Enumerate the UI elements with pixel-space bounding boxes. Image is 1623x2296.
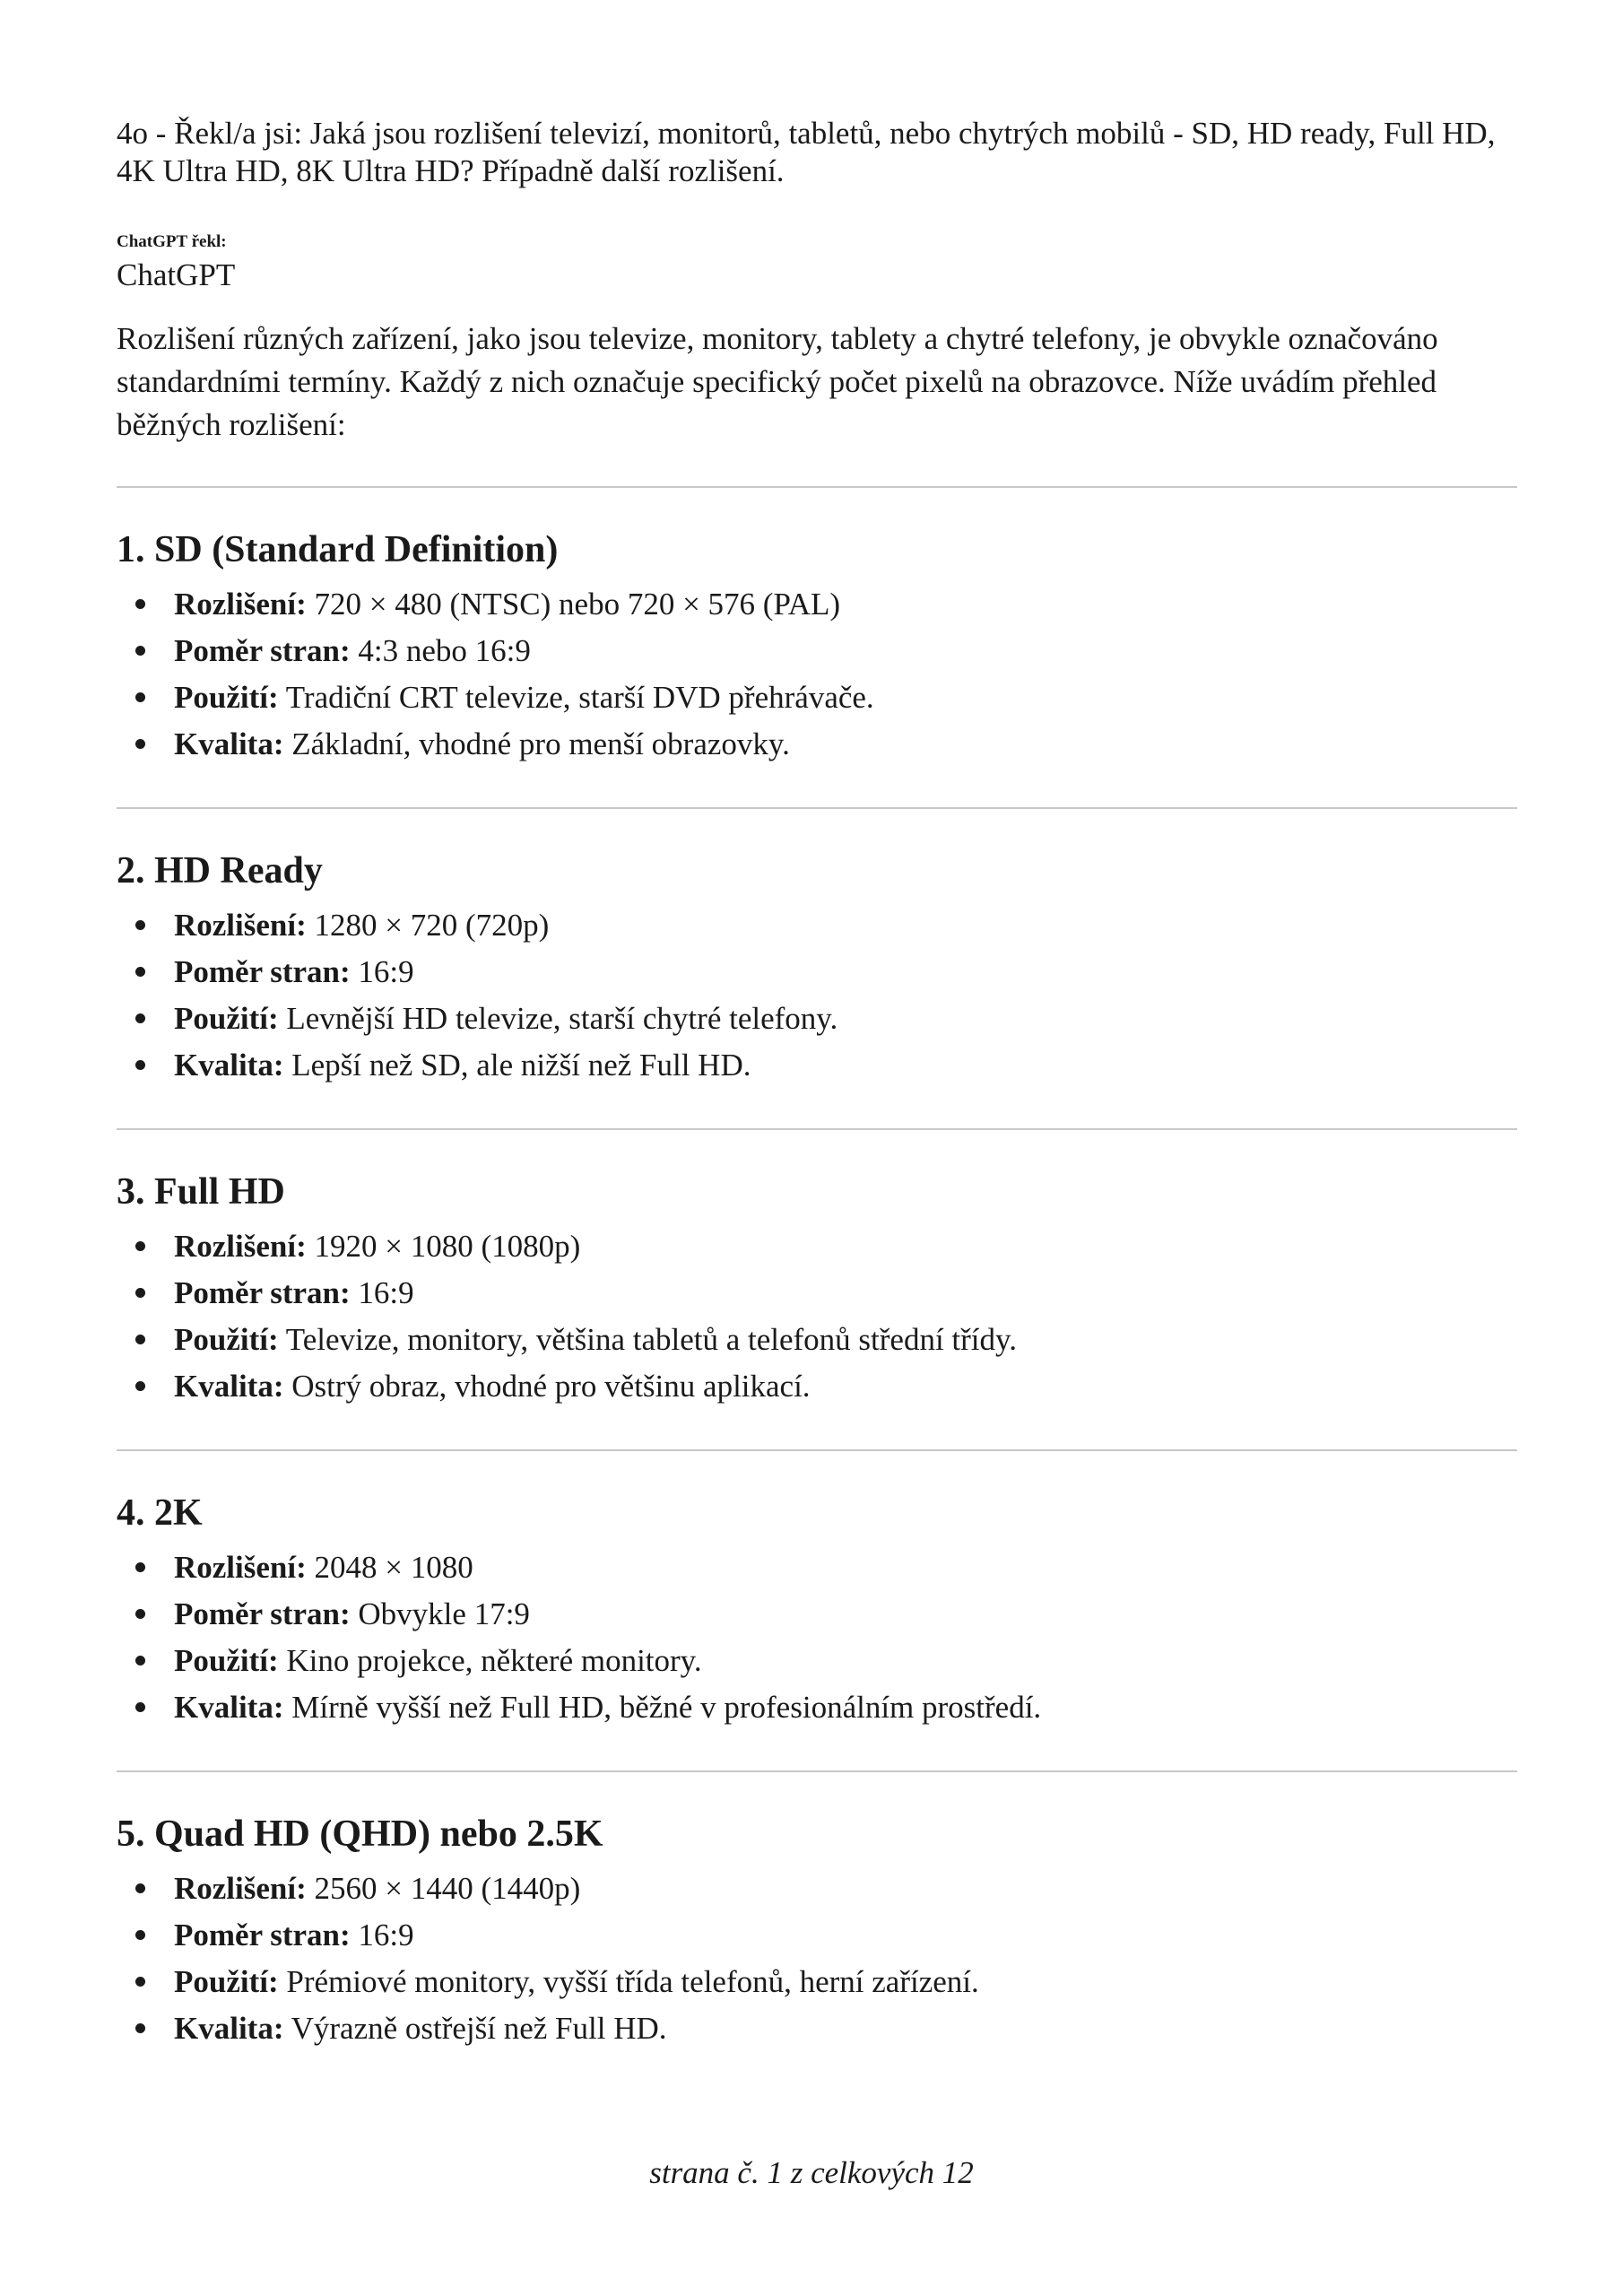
item-key: Rozlišení: (174, 1229, 307, 1264)
bullet-icon (135, 920, 145, 930)
section-heading: 3. Full HD (117, 1171, 285, 1213)
section-list (117, 1544, 1517, 1731)
list-item (174, 949, 1517, 996)
item-value: 1920 × 1080 (1080p) (306, 1229, 581, 1264)
list-item (174, 1270, 1517, 1317)
item-value: Výrazně ostřejší než Full HD. (283, 2011, 667, 2046)
item-value: 1280 × 720 (720p) (306, 908, 550, 943)
bullet-icon (135, 2023, 145, 2033)
item-key: Kvalita: (174, 1690, 284, 1725)
item-key: Kvalita: (174, 1369, 284, 1404)
bullet-icon (135, 692, 145, 702)
list-item (174, 1912, 1517, 1959)
bullet-icon (135, 1241, 145, 1251)
item-key: Použití: (174, 1643, 279, 1678)
item-value: Ostrý obraz, vhodné pro většinu aplikací. (283, 1369, 811, 1404)
item-key: Použití: (174, 680, 279, 715)
item-key: Kvalita: (174, 1048, 284, 1083)
document-page (117, 115, 1517, 2052)
bullet-icon (135, 1288, 145, 1298)
section-divider (117, 1770, 1517, 1772)
item-value: Televize, monitory, většina tabletů a telefonů střední třídy. (278, 1322, 1018, 1357)
item-key: Rozlišení: (174, 587, 307, 622)
bullet-icon (135, 1562, 145, 1572)
bullet-icon (135, 739, 145, 749)
list-item (174, 581, 1517, 628)
item-value: Mírně vyšší než Full HD, běžné v profesionálním prostředí. (283, 1690, 1042, 1725)
bullet-icon (135, 1930, 145, 1940)
list-item (174, 1223, 1517, 1270)
item-key: Poměr stran: (174, 633, 351, 668)
item-key: Rozlišení: (174, 1871, 307, 1906)
item-value: 2048 × 1080 (306, 1550, 473, 1585)
section-heading: 4. 2K (117, 1492, 203, 1534)
list-item (174, 1042, 1517, 1089)
section-list (117, 1866, 1517, 2052)
bullet-icon (135, 599, 145, 609)
list-item (174, 902, 1517, 949)
item-value: 16:9 (350, 1275, 414, 1310)
bullet-icon (135, 1060, 145, 1070)
section-list (117, 581, 1517, 768)
section-divider (117, 486, 1517, 488)
item-key: Kvalita: (174, 726, 284, 761)
user-prompt: 4o - Řekl/a jsi: Jaká jsou rozlišení televizí, monitorů, tabletů, nebo chytrých mobilů - SD, HD ready, Full HD, 4K Ultra HD, 8K Ultra HD? Případně další rozlišení. (117, 116, 1496, 188)
item-value: Obvykle 17:9 (350, 1596, 530, 1631)
bullet-icon (135, 1977, 145, 1987)
item-value: 16:9 (350, 1918, 414, 1952)
section (117, 527, 1517, 768)
section-heading: 5. Quad HD (QHD) nebo 2.5K (117, 1813, 603, 1855)
speaker-name: ChatGPT (117, 257, 236, 292)
item-key: Použití: (174, 1001, 279, 1036)
item-value: 4:3 nebo 16:9 (350, 633, 531, 668)
bullet-icon (135, 1883, 145, 1893)
list-item (174, 1959, 1517, 2005)
section (117, 1812, 1517, 2052)
bullet-icon (135, 1656, 145, 1665)
bullet-icon (135, 967, 145, 977)
list-item (174, 1363, 1517, 1410)
bullet-icon (135, 1609, 145, 1619)
item-value: 2560 × 1440 (1440p) (306, 1871, 581, 1906)
list-item (174, 996, 1517, 1042)
list-item (174, 1544, 1517, 1591)
page-footer: strana č. 1 z celkových 12 (649, 2155, 974, 2190)
section-list (117, 1223, 1517, 1410)
list-item (174, 1866, 1517, 1912)
item-key: Poměr stran: (174, 1918, 351, 1952)
item-value: 16:9 (350, 954, 414, 989)
section-heading: 2. HD Ready (117, 850, 323, 891)
bullet-icon (135, 1702, 145, 1712)
list-item (174, 1638, 1517, 1684)
bullet-icon (135, 1335, 145, 1344)
item-value: 720 × 480 (NTSC) nebo 720 × 576 (PAL) (306, 587, 841, 622)
list-item (174, 628, 1517, 674)
section (117, 1491, 1517, 1731)
item-key: Rozlišení: (174, 908, 307, 943)
list-item (174, 2005, 1517, 2052)
item-value: Základní, vhodné pro menší obrazovky. (283, 726, 790, 761)
section-list (117, 902, 1517, 1089)
intro-paragraph: Rozlišení různých zařízení, jako jsou televize, monitory, tablety a chytré telefony, je obvykle označováno standardními termíny. Každý z nich označuje specifický počet pixelů na obrazovce. Níže uvádím přehled běžných rozlišení: (117, 321, 1438, 442)
list-item (174, 1317, 1517, 1363)
item-key: Poměr stran: (174, 1596, 351, 1631)
bullet-icon (135, 1381, 145, 1391)
section-divider (117, 807, 1517, 809)
item-value: Tradiční CRT televize, starší DVD přehrávače. (278, 680, 874, 715)
bullet-icon (135, 1013, 145, 1023)
item-key: Použití: (174, 1964, 279, 1999)
list-item (174, 1684, 1517, 1731)
list-item (174, 721, 1517, 768)
item-key: Kvalita: (174, 2011, 284, 2046)
section-heading: 1. SD (Standard Definition) (117, 529, 559, 570)
speaker-label: ChatGPT řekl: (117, 232, 227, 251)
list-item (174, 1591, 1517, 1638)
list-item (174, 674, 1517, 721)
section (117, 848, 1517, 1089)
item-value: Levnější HD televize, starší chytré telefony. (278, 1001, 838, 1036)
item-key: Poměr stran: (174, 1275, 351, 1310)
sections-container (117, 486, 1517, 2052)
item-key: Rozlišení: (174, 1550, 307, 1585)
item-value: Kino projekce, některé monitory. (278, 1643, 702, 1678)
section-divider (117, 1449, 1517, 1451)
bullet-icon (135, 646, 145, 656)
item-value: Prémiové monitory, vyšší třída telefonů, herní zařízení. (278, 1964, 979, 1999)
item-key: Použití: (174, 1322, 279, 1357)
section-divider (117, 1128, 1517, 1130)
item-value: Lepší než SD, ale nižší než Full HD. (283, 1048, 751, 1083)
section (117, 1170, 1517, 1410)
item-key: Poměr stran: (174, 954, 351, 989)
